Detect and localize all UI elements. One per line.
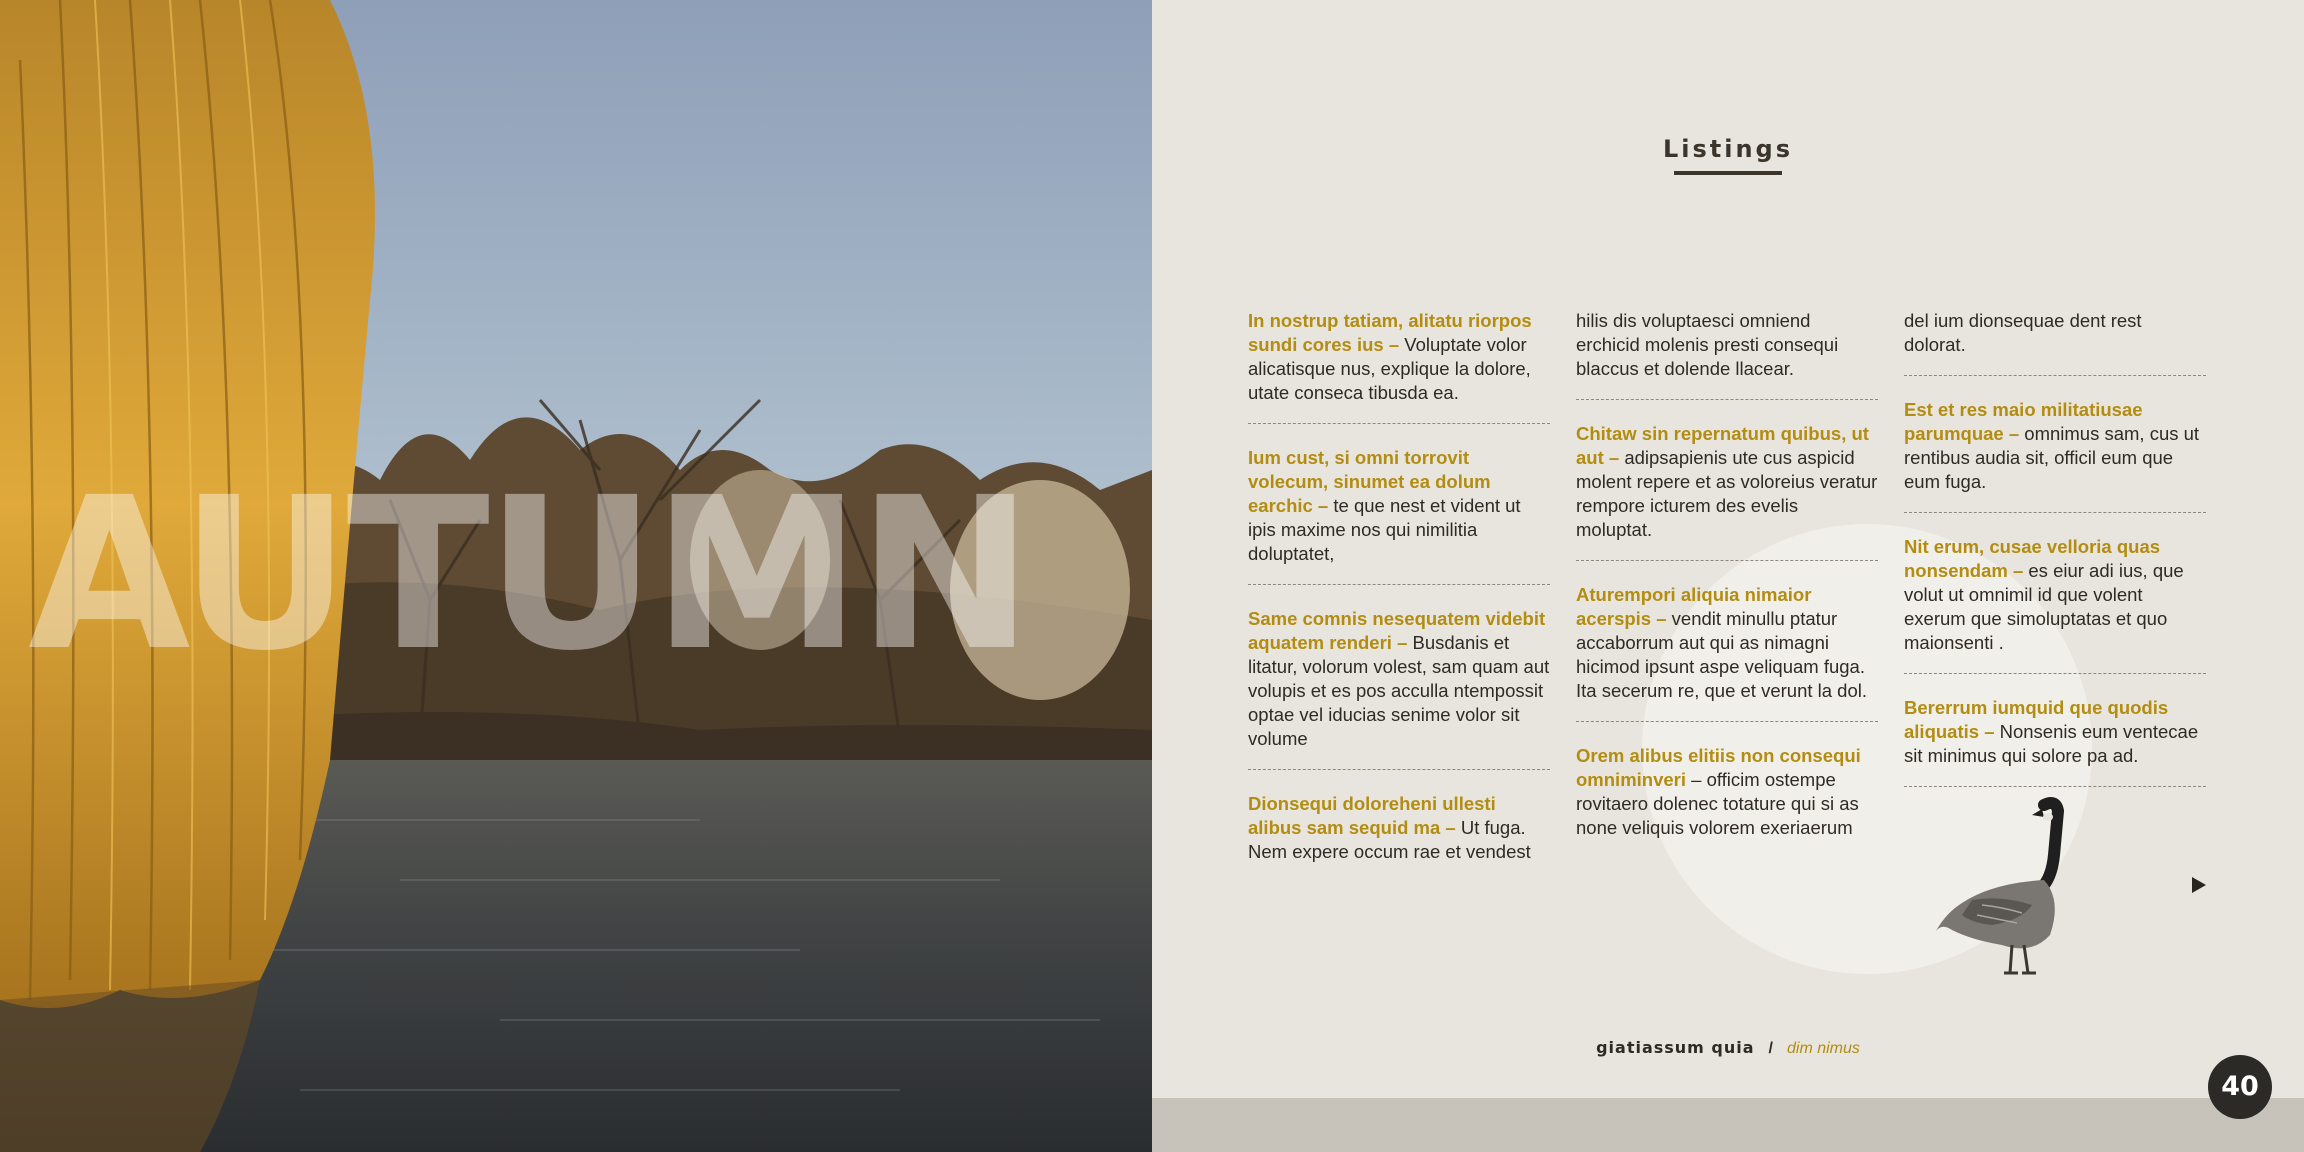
column-1	[1248, 309, 1550, 904]
listing-entry: Dionsequi doloreheni ullesti alibus sam sequid ma – Ut fuga. Nem expere occum rae et vendest	[1248, 793, 1531, 862]
listing-entry: del ium dionsequae dent rest dolorat.	[1904, 309, 2206, 376]
column-3	[1904, 309, 2206, 809]
next-arrow-icon[interactable]	[2192, 877, 2206, 893]
listing-entry: Nit erum, cusae velloria quas nonsendam – es eiur adi ius, que volut ut omnimil id que volent exerum que simoluptatas et quo maionsenti .	[1904, 535, 2206, 674]
listing-entry: Est et res maio militatiusae parumquae – omnimus sam, cus ut rentibus audia sit, officil eum que eum fuga.	[1904, 398, 2206, 513]
listings-page	[1152, 0, 2304, 1152]
goose-illustration	[1932, 795, 2082, 980]
footer-right: dim nimus	[1787, 1040, 1860, 1057]
page-title: Listings	[1662, 135, 1794, 163]
footer-separator: /	[1768, 1040, 1773, 1057]
listing-entry: Chitaw sin repernatum quibus, ut aut – adipsapienis ute cus aspicid molent repere et as voloreius veratur rempore icturem des evelis moluptat.	[1576, 422, 1878, 561]
bottom-band	[1152, 1098, 2304, 1152]
listing-entry: In nostrup tatiam, alitatu riorpos sundi cores ius – Voluptate volor alicatisque nus, explique la dolore, utate conseca tibusda ea.	[1248, 309, 1550, 424]
listing-entry: Ium cust, si omni torrovit volecum, sinumet ea dolum earchic – te que nest et vident ut ipis maxime nos qui nimilitia doluptatet,	[1248, 446, 1550, 585]
overlay-word: AUTUMN	[28, 452, 1030, 697]
listing-entry: hilis dis voluptaesci omniend erchicid molenis presti consequi blaccus et dolende llacear.	[1576, 309, 1878, 400]
listing-entry: Bererrum iumquid que quodis aliquatis – Nonsenis eum ventecae sit minimus qui solore pa ad.	[1904, 696, 2206, 787]
footer-left: giatiassum quia	[1596, 1038, 1755, 1057]
listing-entry: Orem alibus elitiis non consequi omniminveri – officim ostempe rovitaero dolenec totature qui si as none veliquis volorem exeriaerum	[1576, 745, 1861, 838]
footer	[1152, 1038, 2304, 1058]
column-2	[1576, 309, 1878, 880]
listing-entry: Aturempori aliquia nimaior acerspis – vendit minullu ptatur accaborrum aut qui as nimagni hicimod ipsunt aspe veliquam fuga. Ita secerum re, que et verunt la dol.	[1576, 583, 1878, 722]
page-number: 40	[2208, 1055, 2272, 1119]
listing-entry: Same comnis nesequatem videbit aquatem renderi – Busdanis et litatur, volorum volest, sam quam aut volupis et es pos acculla ntempossit optae vel iducias senime volor sit volume	[1248, 607, 1550, 770]
title-underline	[1674, 171, 1782, 175]
